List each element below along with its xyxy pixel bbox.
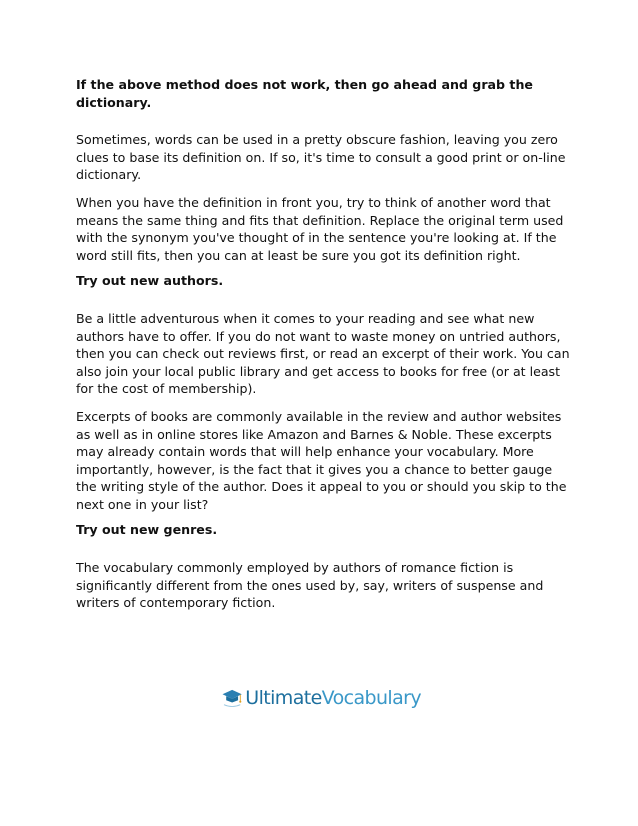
heading-new-authors: Try out new authors.	[76, 273, 224, 289]
logo-word-vocabulary: Vocabulary	[321, 687, 421, 709]
paragraph-vocabulary-genres: The vocabulary commonly employed by authors of romance fiction is significantly different from the ones used by, say, writers of suspense and writers of contemporary fiction.	[76, 560, 544, 611]
document-page	[76, 76, 572, 612]
logo-word-ultimate: Ultimate	[245, 687, 322, 709]
paragraph-synonym: When you have the definition in front you, try to think of another word that means the same thing and fits that definition. Replace the original term used with the synonym you've thought of in the sentence you're looking at. If the word still fits, then you can at least be sure you got its definition right.	[76, 194, 564, 263]
paragraph-adventurous: Be a little adventurous when it comes to your reading and see what new authors have to offer. If you do not want to waste money on untried authors, then you can check out reviews first, or read an excerpt of their work. You can also join your local public library and get access to books for free (or at least for the cost of membership).	[76, 310, 570, 397]
heading-new-genres: Try out new genres.	[76, 522, 218, 538]
heading-dictionary: If the above method does not work, then go ahead and grab the dictionary.	[76, 77, 533, 110]
graduation-cap-icon	[221, 682, 243, 714]
ultimate-vocabulary-logo	[221, 682, 421, 714]
paragraph-obscure-words: Sometimes, words can be used in a pretty obscure fashion, leaving you zero clues to base its definition on. If so, it's time to consult a good print or on-line dictionary.	[76, 132, 566, 183]
paragraph-excerpts: Excerpts of books are commonly available in the review and author websites as well as in online stores like Amazon and Barnes & Noble. These excerpts may already contain words that will help enhance your vocabulary. More importantly, however, is the fact that it gives you a chance to better gauge the writing style of the author. Does it appeal to you or should you skip to the next one in your list?	[76, 408, 567, 512]
logo-wordmark	[245, 687, 421, 709]
